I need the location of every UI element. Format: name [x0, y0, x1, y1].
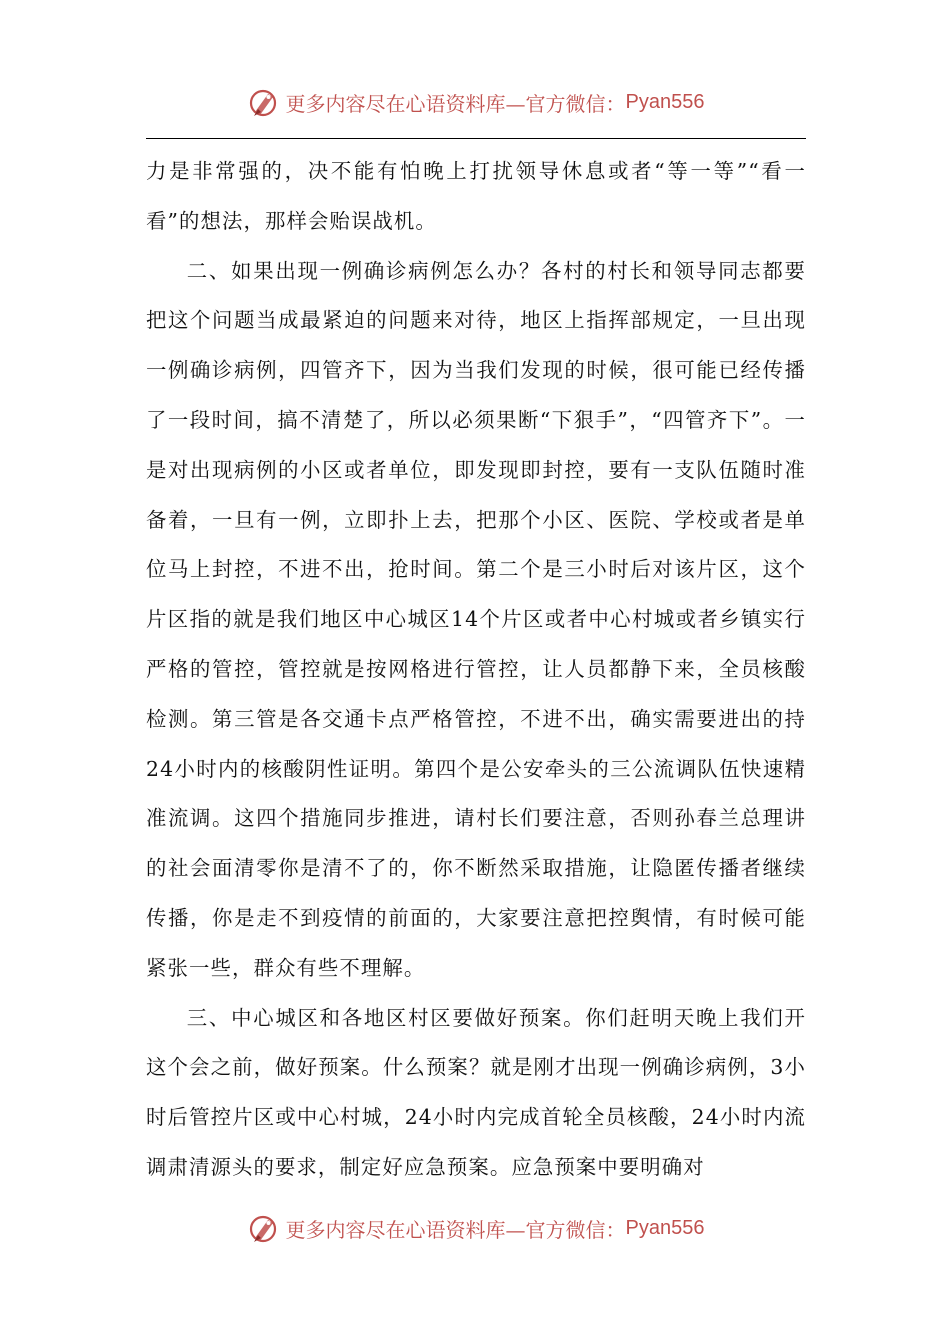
- document-body: [146, 147, 806, 1193]
- footer-banner: [0, 1208, 950, 1248]
- banner-text: 更多内容尽在心语资料库—官方微信：: [285, 1217, 626, 1242]
- pen-nib-logo-icon: [246, 85, 280, 119]
- header-banner: [0, 82, 950, 122]
- paragraph-continuation: 力是非常强的，决不能有怕晚上打扰领导休息或者“等一等”“看一看”的想法，那样会贻误战机。: [146, 159, 806, 233]
- pen-nib-logo-icon: [246, 1211, 280, 1245]
- wechat-id: Pyan556: [625, 1216, 705, 1239]
- paragraph-section-three: 三、中心城区和各地区村区要做好预案。你们赶明天晚上我们开这个会之前，做好预案。什么预案？就是刚才出现一例确诊病例，3小时后管控片区或中心村城，24小时内完成首轮全员核酸，24小时内流调肃清源头的要求，制定好应急预案。应急预案中要明确对: [146, 1005, 806, 1179]
- header-divider: [146, 138, 806, 139]
- wechat-id: Pyan556: [625, 90, 705, 113]
- banner-text: 更多内容尽在心语资料库—官方微信：: [285, 91, 626, 116]
- paragraph-section-two: 二、如果出现一例确诊病例怎么办？各村的村长和领导同志都要把这个问题当成最紧迫的问题来对待，地区上指挥部规定，一旦出现一例确诊病例，四管齐下，因为当我们发现的时候，很可能已经传播了一段时间，搞不清楚了，所以必须果断“下狠手”，“四管齐下”。一是对出现病例的小区或者单位，即发现即封控，要有一支队伍随时准备着，一旦有一例，立即扑上去，把那个小区、医院、学校或者是单位马上封控，不进不出，抢时间。第二个是三小时后对该片区，这个片区指的就是我们地区中心城区14个片区或者中心村城或者乡镇实行严格的管控，管控就是按网格进行管控，让人员都静下来，全员核酸检测。第三管是各交通卡点严格管控，不进不出，确实需要进出的持24小时内的核酸阴性证明。第四个是公安牵头的三公流调队伍快速精准流调。这四个措施同步推进，请村长们要注意，否则孙春兰总理讲的社会面清零你是清不了的，你不断然采取措施，让隐匿传播者继续传播，你是走不到疫情的前面的，大家要注意把控舆情，有时候可能紧张一些，群众有些不理解。: [146, 258, 806, 980]
